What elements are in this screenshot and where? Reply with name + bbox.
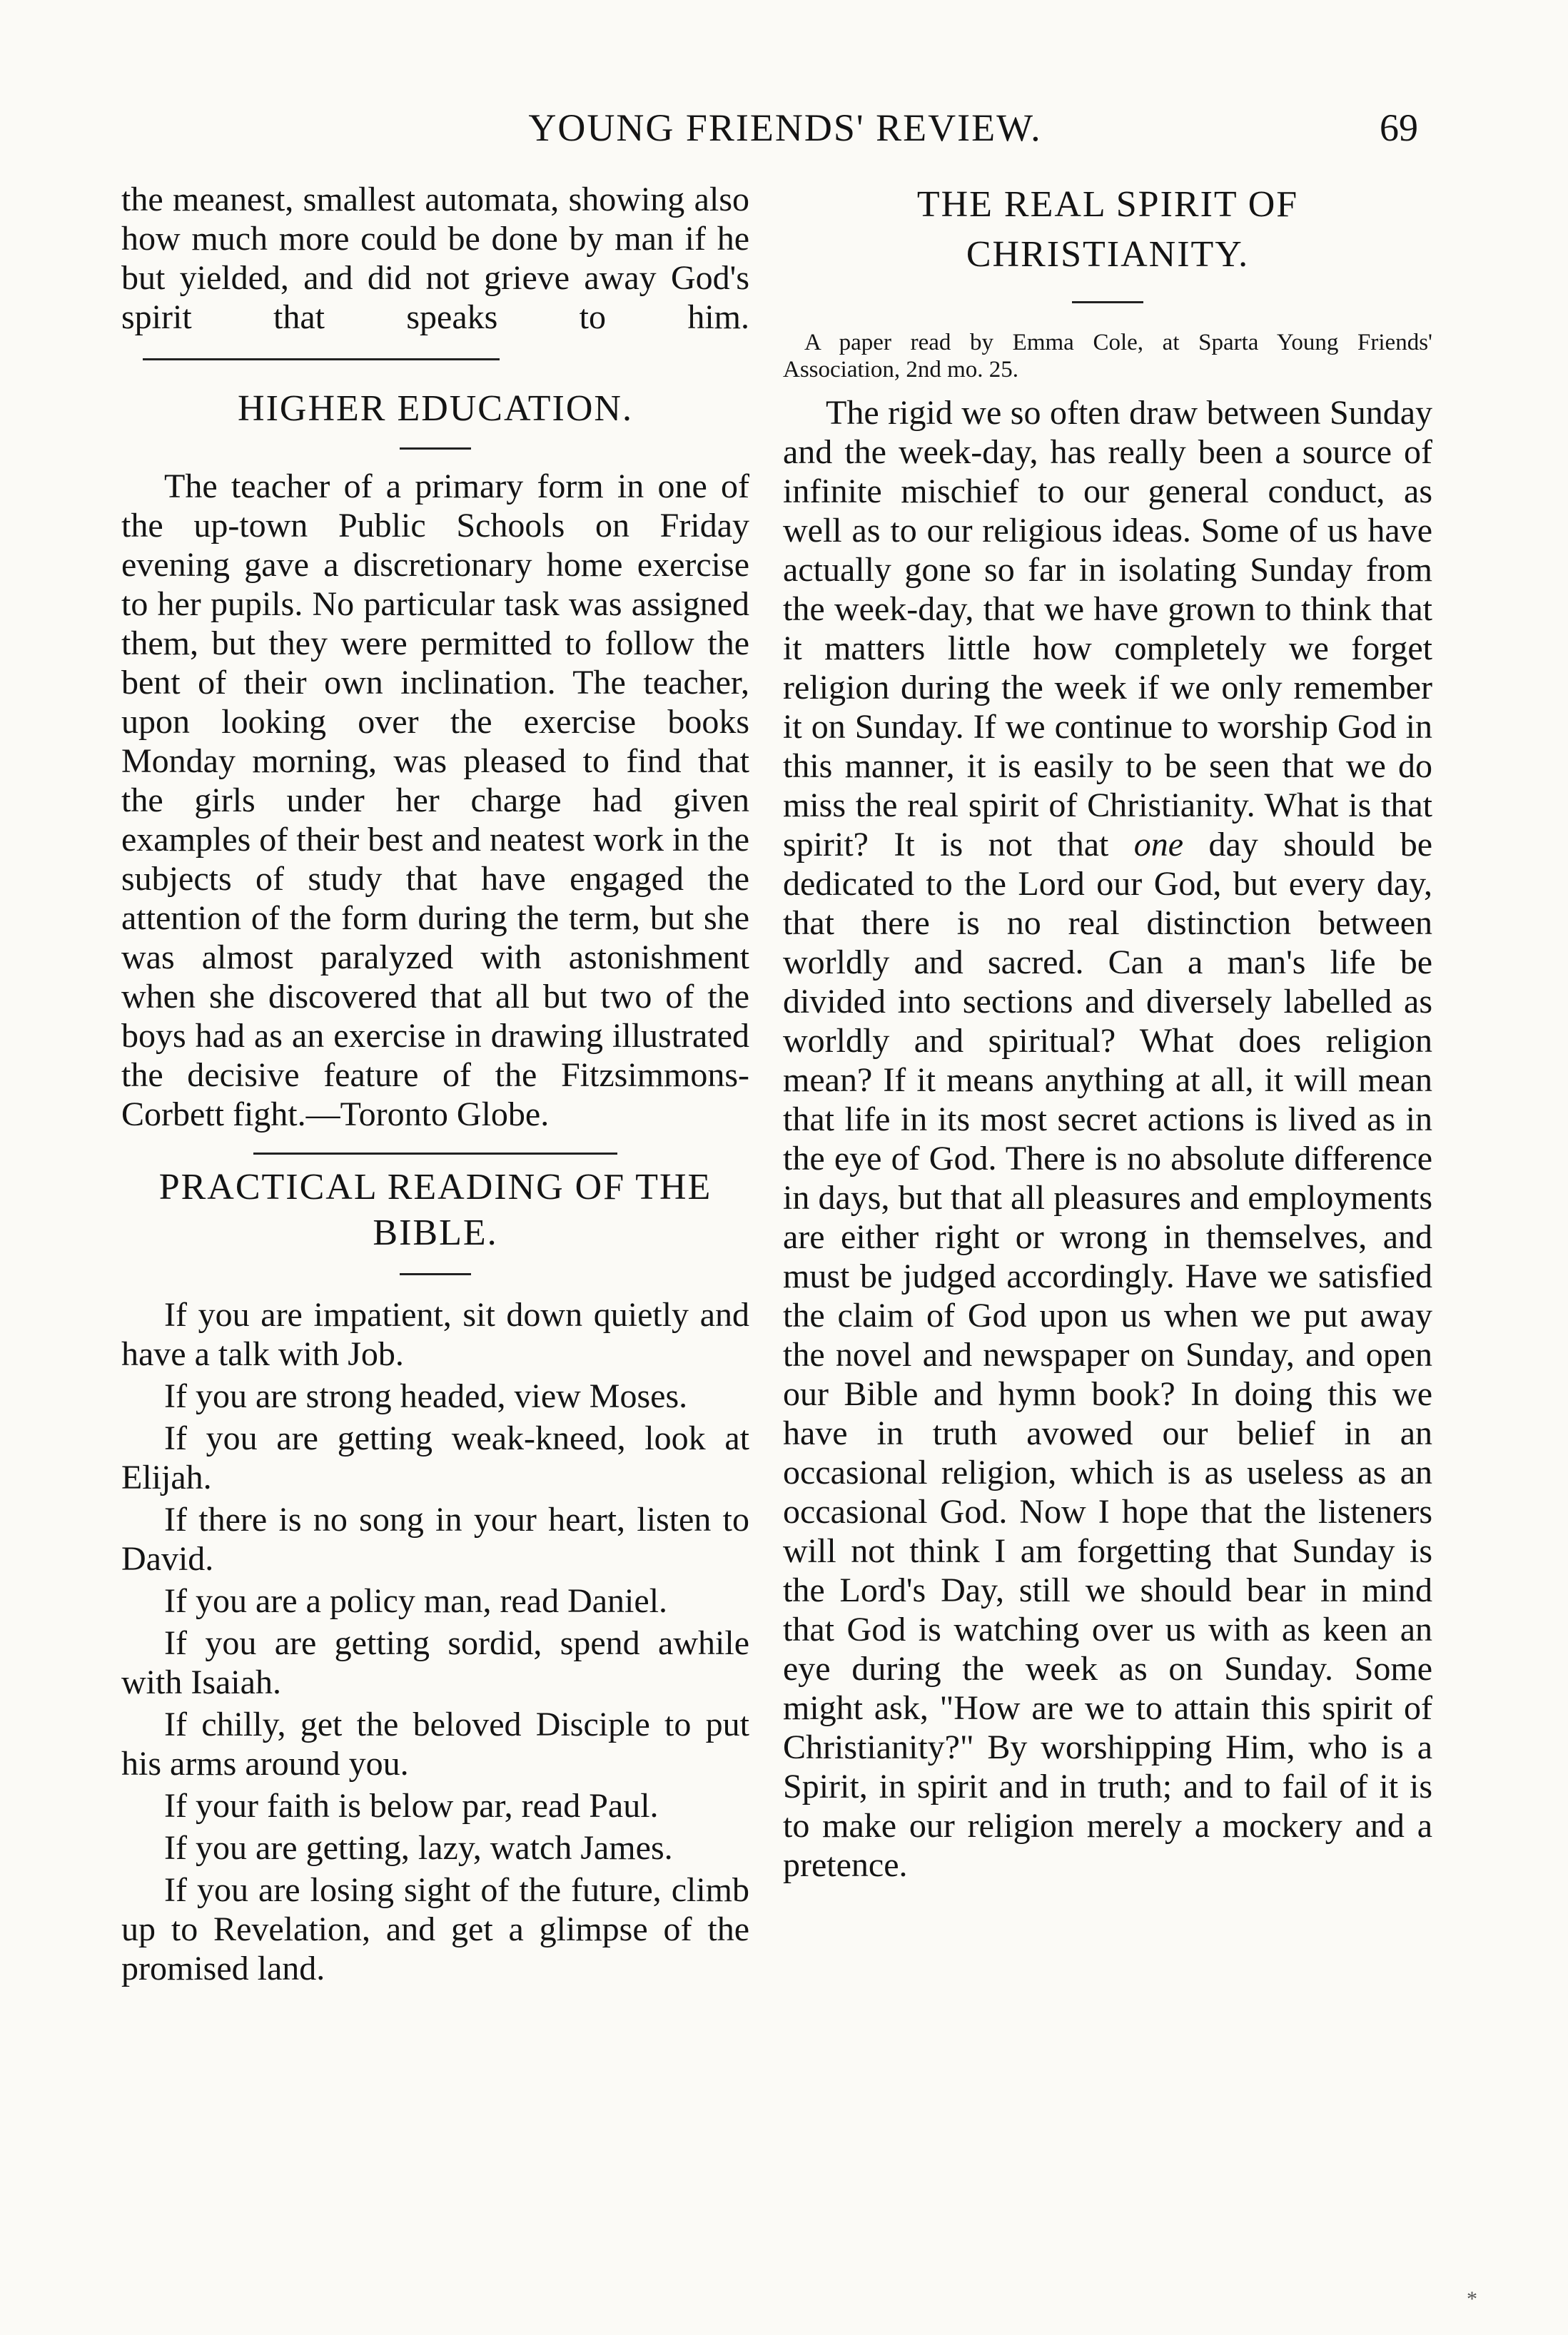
title-rule: [400, 447, 471, 450]
title-rule: [1072, 301, 1143, 303]
list-item: If you are a policy man, read Daniel.: [164, 1582, 668, 1620]
list-item: If you are impatient, sit down quietly and have a talk with Job.: [121, 1296, 749, 1373]
higher-education-body: The teacher of a primary form in one of the up-town Public Schools on Friday evening gave a discretionary home exercise to her pupils. No particular task was assigned them, but they were permitted to follow the bent of their own inclination. The teacher, upon looking over the exercise books Monday morning, was pleased to find that the girls under her charge had given examples of their best and neatest work in the subjects of study that have engaged the attention of the form during the term, but she was almost paralyzed with astonishment when she discovered that all but two of the boys had as an exercise in drawing illustrated the decisive feature of the Fitzsimmons-Corbett fight.—Toronto Globe.: [121, 467, 749, 1133]
right-column: [783, 180, 1432, 1885]
journal-title: YOUNG FRIENDS' REVIEW.: [528, 106, 1042, 149]
list-item: If you are getting, lazy, watch James.: [164, 1829, 673, 1867]
margin-mark: *: [1467, 2287, 1477, 2311]
byline: A paper read by Emma Cole, at Sparta Young Friends' Association, 2nd mo. 25.: [783, 330, 1432, 383]
title-rule: [400, 1273, 471, 1275]
list-item: If you are losing sight of the future, climb up to Revelation, and get a glimpse of the promised land.: [121, 1871, 749, 1987]
real-spirit-body: The rigid we so often draw between Sunday and the week-day, has really been a source of infinite mischief to our general conduct, as well as to our religious ideas. Some of us have actually gone so far in isolating Sunday from the week-day, that we have grown to think that it matters little how completely we forget religion during the week if we only remember it on Sunday. If we continue to worship God in this manner, it is easily to be seen that we do miss the real spirit of Christianity. What is that spirit? It is not that one day should be dedicated to the Lord our God, but every day, that there is no real distinction between worldly and sacred. Can a man's life be divided into sections and diversely labelled as worldly and spiritual? What does religion mean? If it means anything at all, it will mean that life in its most secret actions is lived as in the eye of God. There is no absolute difference in days, but that all pleasures and employments are either right or wrong in themselves, and must be judged accordingly. Have we satisfied the claim of God upon us when we put away the novel and newspaper on Sunday, and open our Bible and hymn book? In doing this we have in truth avowed our belief in an occasional religion, which is as useless as an occasional God. Now I hope that the listeners will not think I am forgetting that Sunday is the Lord's Day, still we should bear in mind that God is watching over us with as keen an eye during the week as on Sunday. Some might ask, "How are we to attain this spirit of Christianity?" By worshipping Him, who is a Spirit, in spirit and in truth; and to fail of it is to make our religion merely a mockery and a pretence.: [783, 394, 1433, 1884]
list-item: If you are getting weak-kneed, look at Elijah.: [121, 1419, 749, 1496]
left-column: [121, 180, 749, 1988]
page-number: 69: [1380, 106, 1418, 149]
higher-education-title: HIGHER EDUCATION.: [238, 388, 633, 429]
practical-reading-title: PRACTICAL READING OF THE BIBLE.: [158, 1167, 712, 1253]
list-item: If chilly, get the beloved Disciple to put his arms around you.: [121, 1706, 749, 1783]
running-header: [0, 106, 1568, 163]
section-divider: [143, 358, 500, 360]
list-item: If there is no song in your heart, listen to David.: [121, 1501, 749, 1578]
emphasized-word: one: [1133, 826, 1184, 863]
list-item: If you are strong headed, view Moses.: [164, 1377, 688, 1415]
continuation-paragraph: the meanest, smallest automata, showing also how much more could be done by man if he but yielded, and did not grieve away God's spirit that speaks to him.: [121, 180, 749, 376]
real-spirit-title: THE REAL SPIRIT OF CHRISTIANITY.: [916, 184, 1299, 275]
list-item: If you are getting sordid, spend awhile with Isaiah.: [121, 1624, 749, 1701]
section-divider: [253, 1153, 617, 1155]
list-item: If your faith is below par, read Paul.: [164, 1787, 659, 1825]
